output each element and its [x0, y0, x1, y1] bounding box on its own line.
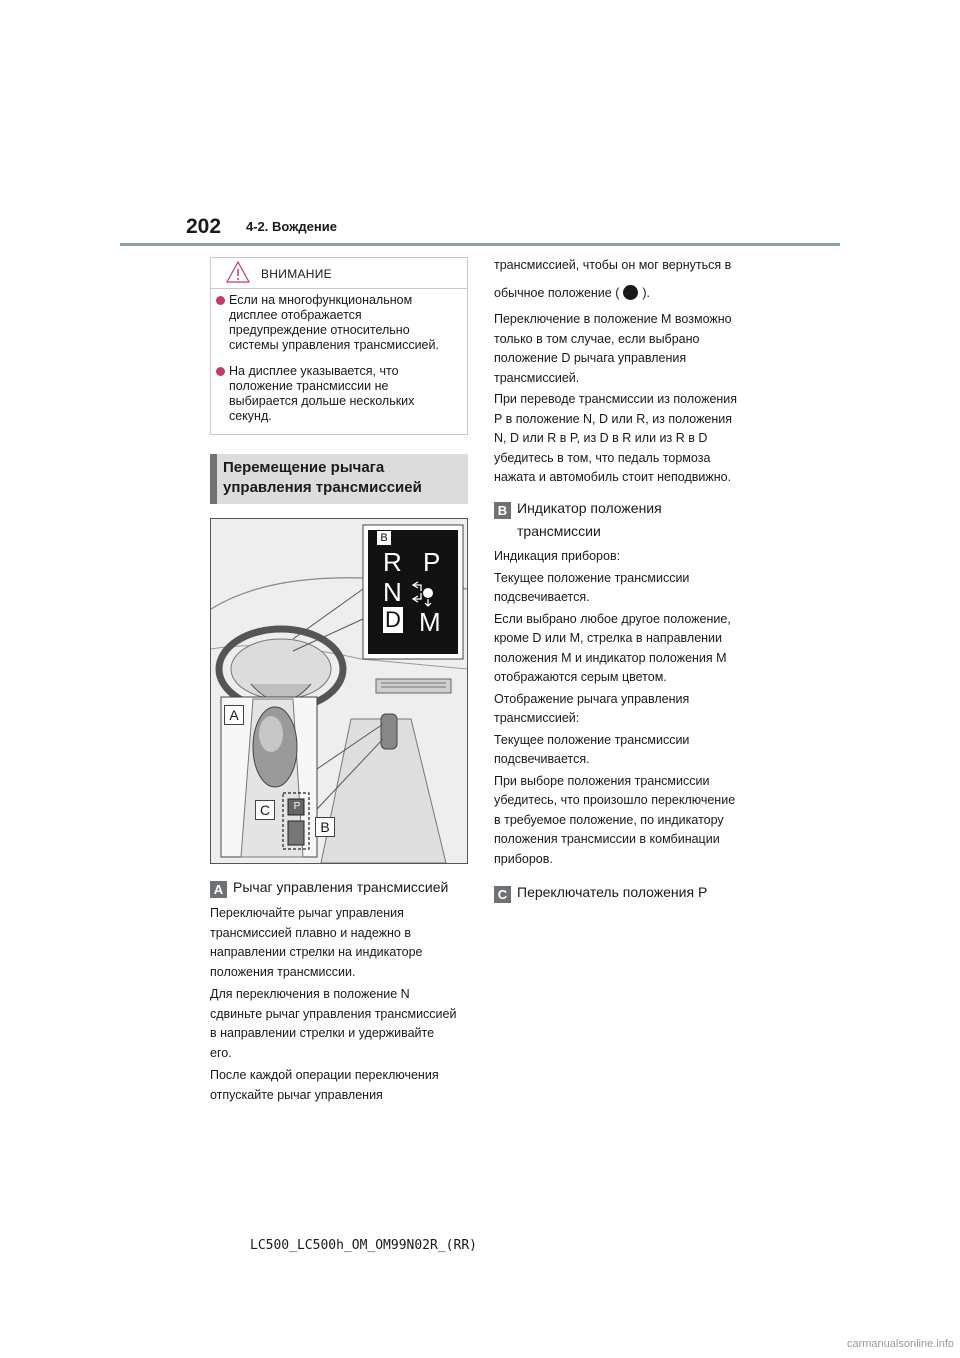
text-line: убедитесь в том, что педаль тормоза — [494, 450, 711, 465]
warning-box — [210, 257, 468, 435]
text-line: трансмиссией плавно и надежно в — [210, 925, 411, 940]
warning-line: положение трансмиссии не — [229, 379, 389, 393]
text-line: N, D или R в P, из D в R или из R в D — [494, 431, 708, 445]
shift-arrows-icon — [409, 579, 437, 607]
section-b-title-row — [494, 499, 662, 519]
text-line: P в положение N, D или R, из положения — [494, 411, 733, 426]
section-b-title: Индикатор положения — [517, 500, 662, 516]
text-part: обычное положение ( — [494, 286, 620, 300]
text-line: Переключайте рычаг управления — [210, 906, 404, 920]
text-line: положение D рычага управления — [494, 351, 687, 365]
section-title: 4-2. Вождение — [246, 219, 337, 234]
bullet-icon — [216, 296, 225, 305]
display-m: M — [419, 607, 441, 637]
text-line: трансмиссией: — [494, 711, 580, 725]
section-a-title-row — [210, 878, 448, 898]
text-line: положения M и индикатор положения M — [494, 650, 727, 665]
text-line: подсвечивается. — [494, 590, 590, 604]
display-p: P — [423, 547, 441, 577]
text-part: ). — [642, 286, 651, 300]
normal-position-dot-icon — [623, 285, 638, 300]
section-a-para2 — [210, 985, 456, 1063]
warning-line: дисплее отображается — [229, 308, 362, 322]
warning-line: На дисплее указывается, что — [229, 364, 399, 378]
text-line: подсвечивается. — [494, 752, 590, 766]
warning-triangle-icon — [225, 260, 251, 284]
text-line: отображаются серым цветом. — [494, 670, 667, 684]
text-line: Текущее положение трансмиссии — [494, 570, 690, 585]
text-line: в направлении стрелки и удерживайте — [210, 1026, 435, 1040]
section-b-title-cont: трансмиссии — [517, 523, 601, 539]
display-n: N — [383, 577, 402, 607]
text-line: кроме D или M, стрелка в направлении — [494, 631, 723, 645]
display-r: R — [383, 547, 402, 577]
text-line: Переключение в положение M возможно — [494, 312, 732, 326]
text-line: Если выбрано любое другое положение, — [494, 611, 731, 626]
warning-line: системы управления трансмиссией. — [229, 338, 439, 352]
callout-a: A — [224, 705, 244, 725]
right-para-p — [494, 390, 737, 488]
right-para-m — [494, 310, 732, 388]
warning-line: секунд. — [229, 409, 272, 423]
page-number: 202 — [186, 215, 222, 238]
text-line: После каждой операции переключения — [210, 1068, 439, 1082]
badge-a: A — [210, 881, 227, 898]
text-line: Отображение рычага управления — [494, 691, 690, 706]
text-line: только в том случае, если выбрано — [494, 331, 700, 346]
text-line: При выборе положения трансмиссии — [494, 773, 710, 788]
callout-c: C — [255, 800, 275, 820]
section-heading — [210, 454, 468, 504]
section-b-body — [494, 547, 735, 869]
heading-line: Перемещение рычага — [223, 459, 385, 476]
text-line: Для переключения в положение N — [210, 987, 410, 1001]
text-line: При переводе трансмиссии из положения — [494, 392, 738, 406]
text-line: Текущее положение трансмиссии — [494, 732, 690, 747]
text-line: трансмиссией. — [494, 370, 580, 385]
p-switch-label: P — [293, 801, 301, 812]
bullet-icon — [216, 367, 225, 376]
warning-header — [211, 258, 467, 289]
warning-item — [215, 293, 439, 353]
text-line: направлении стрелки на индикаторе — [210, 945, 423, 959]
text-line: в требуемое положение, по индикатору — [494, 812, 724, 827]
section-c-title-row — [494, 883, 707, 903]
warning-title: ВНИМАНИЕ — [261, 267, 332, 281]
text-line: убедитесь, что произошло переключение — [494, 793, 736, 807]
text-line: приборов. — [494, 851, 553, 866]
right-cont-line2 — [494, 284, 650, 304]
section-a-title: Рычаг управления трансмиссией — [233, 879, 449, 895]
text-line: отпускайте рычаг управления — [210, 1087, 383, 1102]
heading-line: управления трансмиссией — [223, 479, 422, 496]
text-line: положения трансмиссии в комбинации — [494, 832, 720, 846]
badge-c: C — [494, 886, 511, 903]
text-line: Индикация приборов: — [494, 549, 621, 563]
right-cont-line1: трансмиссией, чтобы он мог вернуться в — [494, 258, 732, 272]
callout-b-display: B — [377, 531, 391, 545]
document-footer-code: LC500_LC500h_OM_OM99N02R_(RR) — [250, 1238, 477, 1253]
text-line: сдвиньте рычаг управления трансмиссией — [210, 1006, 457, 1021]
text-line: его. — [210, 1045, 232, 1060]
section-c-title: Переключатель положения P — [517, 884, 708, 900]
dashboard-illustration — [210, 518, 468, 864]
section-a-para3 — [210, 1066, 439, 1105]
warning-line: выбирается дольше нескольких — [229, 394, 415, 408]
header-rule — [120, 243, 840, 246]
text-line: положения трансмиссии. — [210, 964, 356, 979]
display-d-highlighted: D — [383, 607, 403, 633]
section-a-para1 — [210, 904, 423, 982]
warning-line: предупреждение относительно — [229, 323, 410, 337]
callout-b-lever: B — [315, 817, 335, 837]
text-line: нажата и автомобиль стоит неподвижно. — [494, 470, 732, 484]
badge-b: B — [494, 502, 511, 519]
warning-item — [215, 364, 414, 424]
watermark: carmanualsonline.info — [846, 1338, 954, 1350]
warning-line: Если на многофункциональном — [229, 293, 413, 307]
